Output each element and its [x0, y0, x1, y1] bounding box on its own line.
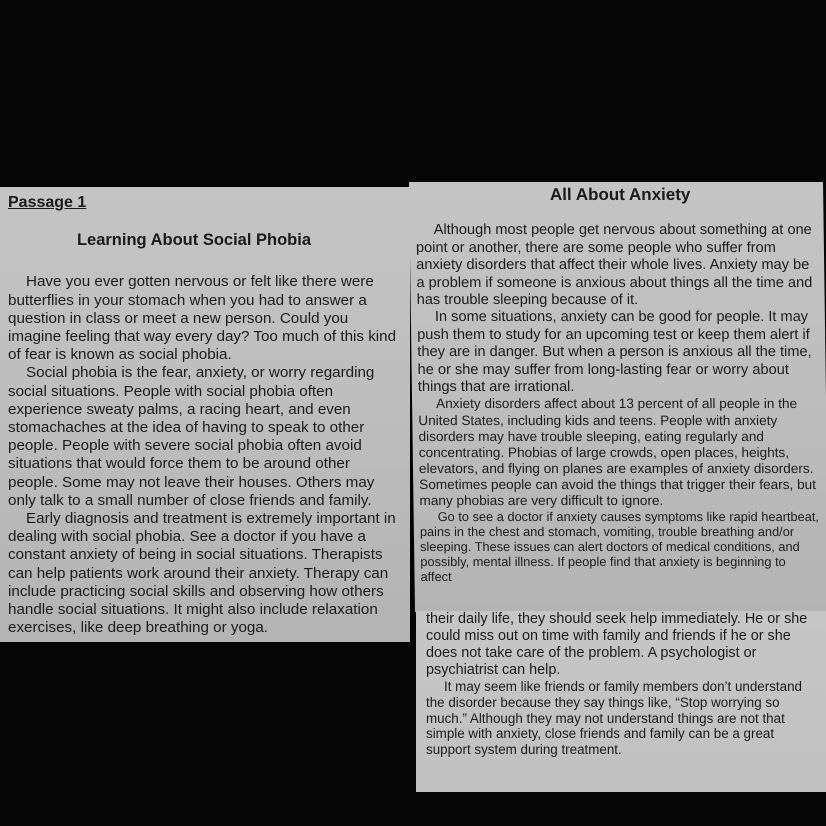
passage-2-paragraph: Go to see a doctor if anxiety causes symptoms like rapid heartbeat, pains in the chest and stomach, vomiting, trouble breathing and/or sleeping. These issues can alert doctors of medical conditions, and possibly, mental illness. If people find that anxiety is beginning to affect	[419, 509, 820, 585]
passage-2-title: All About Anxiety	[549, 185, 691, 204]
passage-1-page	[0, 187, 410, 642]
passage-1-paragraph: Have you ever gotten nervous or felt like there were butterflies in your stomach when you had to answer a question in class or meet a new person. Could you imagine feeling that way every day? Too much of this kind of fear is known as social phobia.	[8, 273, 397, 364]
passage-2-paragraph: In some situations, anxiety can be good for people. It may push them to study for an upcoming test or keep them alert if they are in danger. But when a person is anxious all the time, he or she may suffer from long-lasting fear or worry about things that are irrational.	[417, 309, 812, 396]
passage-2-continuation-paragraph: It may seem like friends or family members don’t understand the disorder because they say things like, “Stop worrying so much.” Although they may not understand things are not that simple with anxiety, close friends and family can be a great support system during treatment.	[426, 679, 802, 758]
passage-2-continuation-page	[416, 611, 826, 792]
passage-2-page	[409, 182, 826, 612]
passage-1-paragraph: Early diagnosis and treatment is extremely important in dealing with social phobia. See a doctor if you have a constant anxiety of being in social situations. Therapists can help patients work around their anxiety. Therapy can include practicing social skills and observing how others handle social situations. It might also include relaxation exercises, like deep breathing or yoga.	[8, 510, 396, 637]
passage-2-continuation-paragraph: their daily life, they should seek help immediately. He or she could miss out on time with family and friends if he or she does not take care of the problem. A psychologist or psychiatrist can help.	[426, 611, 808, 678]
passage-1-title: Learning About Social Phobia	[76, 231, 312, 250]
passage-label: Passage 1	[8, 194, 87, 211]
passage-2-paragraph: Although most people get nervous about something at one point or another, there are some people who suffer from anxiety disorders that affect their whole lives. Anxiety may be a problem if someone is anxious about things all the time and has trouble sleeping because of it.	[415, 222, 813, 309]
passage-2-paragraph: Anxiety disorders affect about 13 percent of all people in the United States, including kids and teens. People with anxiety disorders may have trouble sleeping, eating regularly and concentrating. Phobias of large crowds, open places, heights, elevators, and flying on planes are examples of anxiety disorders. Sometimes people can avoid the things that trigger their fears, but many phobias are very difficult to ignore.	[418, 396, 817, 509]
passage-1-paragraph: Social phobia is the fear, anxiety, or worry regarding social situations. People with social phobia often experience sweaty palms, a racing heart, and even stomachaches at the idea of having to speak to other people. People with severe social phobia often avoid situations that would force them to be around other people. Some may not leave their houses. Others may only talk to a small number of close friends and family.	[8, 364, 375, 509]
